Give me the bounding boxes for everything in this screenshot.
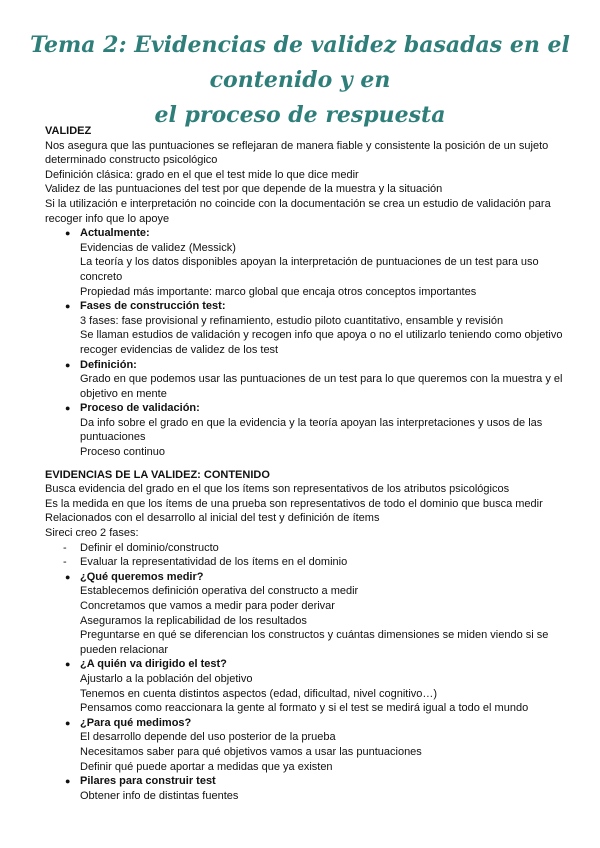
bullet-label: ● Actualmente: (80, 227, 150, 240)
contenido-bullet-list (45, 570, 565, 804)
bullet-line: Ajustarlo a la población del objetivo (80, 672, 253, 685)
bullet-label: ● ¿Qué queremos medir? (80, 570, 204, 583)
dash-item: - Evaluar la representatividad de los ítems en el dominio (80, 555, 565, 570)
bullet-label: ● ¿A quién va dirigido el test? (80, 658, 227, 671)
bullet-item (80, 226, 565, 299)
bullet-label: ● Pilares para construir test (80, 775, 216, 788)
paragraph-line: Busca evidencia del grado en el que los ítems son representativos de los atributos psicológicos (45, 483, 510, 496)
bullet-item (80, 657, 565, 715)
dash-item: - Definir el dominio/constructo (80, 541, 565, 556)
section-heading-validez: VALIDEZ (45, 125, 92, 137)
bullet-line: Establecemos definición operativa del constructo a medir (80, 585, 359, 598)
bullet-line: Necesitamos saber para qué objetivos vamos a usar las puntuaciones (80, 745, 422, 758)
bullet-line: 3 fases: fase provisional y refinamiento, estudio piloto cuantitativo, ensamble y revisión (80, 314, 504, 327)
bullet-label: ● Definición: (80, 358, 137, 371)
paragraph-line: Relacionados con el desarrollo al inicial del test y definición de ítems (45, 512, 380, 525)
paragraph-line: Validez de las puntuaciones del test por que depende de la muestra y la situación (45, 183, 443, 196)
paragraph-line: Sireci creo 2 fases: (45, 527, 139, 540)
phase-dash-list (45, 541, 565, 570)
bullet-label: ● Proceso de validación: (80, 402, 200, 415)
paragraph-line: Nos asegura que las puntuaciones se reflejaran de manera fiable y consistente la posición de un sujeto determinado constructo psicológico (45, 139, 549, 167)
bullet-line: El desarrollo depende del uso posterior de la prueba (80, 731, 336, 744)
bullet-line: Evidencias de validez (Messick) (80, 241, 236, 254)
bullet-label: ● ¿Para qué medimos? (80, 716, 192, 729)
bullet-line: Propiedad más importante: marco global que encaja otros conceptos importantes (80, 285, 477, 298)
document-title (0, 28, 600, 133)
paragraph-line: Si la utilización e interpretación no coincide con la documentación se crea un estudio de validación para recoger info que lo apoye (45, 197, 551, 225)
bullet-item (80, 570, 565, 658)
bullet-line: Preguntarse en qué se diferencian los constructos y cuántas dimensiones se miden viendo si se pueden relacionar (80, 629, 549, 656)
paragraph-line: Es la medida en que los ítems de una prueba son representativos de todo el dominio que busca medir (45, 497, 543, 510)
bullet-line: Grado en que podemos usar las puntuaciones de un test para lo que queremos con la muestra y el objetivo en mente (80, 373, 563, 400)
bullet-line: Obtener info de distintas fuentes (80, 789, 239, 802)
bullet-line: Da info sobre el grado en que la evidencia y la teoría apoyan las interpretaciones y usos de las puntuaciones (80, 416, 543, 444)
paragraph-line: Definición clásica: grado en el que el test mide lo que dice medir (45, 168, 359, 181)
bullet-line: Se llaman estudios de validación y recogen info que apoya o no el utilizarlo teniendo como objetivo recoger evidencias de validez de los test (80, 329, 563, 356)
section-heading-contenido: EVIDENCIAS DE LA VALIDEZ: CONTENIDO (45, 468, 270, 481)
bullet-line: Aseguramos la replicabilidad de los resultados (80, 614, 307, 627)
title-line-1: Tema 2: Evidencias de validez basadas en el contenido y en (30, 32, 570, 93)
bullet-label: ● Fases de construcción test: (80, 300, 226, 313)
bullet-line: Pensamos como reaccionara la gente al formato y si el test se medirá igual a todo el mundo (80, 702, 529, 715)
bullet-item (80, 774, 565, 803)
bullet-item (80, 299, 565, 357)
bullet-item (80, 401, 565, 459)
validez-bullet-list (45, 226, 565, 460)
document-body (45, 124, 565, 803)
bullet-line: Proceso continuo (80, 446, 165, 459)
bullet-item (80, 358, 565, 402)
bullet-item (80, 716, 565, 774)
bullet-line: Tenemos en cuenta distintos aspectos (edad, dificultad, nivel cognitivo…) (80, 687, 438, 700)
bullet-line: La teoría y los datos disponibles apoyan la interpretación de puntuaciones de un test para uso concreto (80, 256, 539, 283)
bullet-line: Definir qué puede aportar a medidas que ya existen (80, 760, 333, 773)
bullet-line: Concretamos que vamos a medir para poder derivar (80, 600, 335, 612)
title-line-2: el proceso de respuesta (154, 102, 446, 128)
